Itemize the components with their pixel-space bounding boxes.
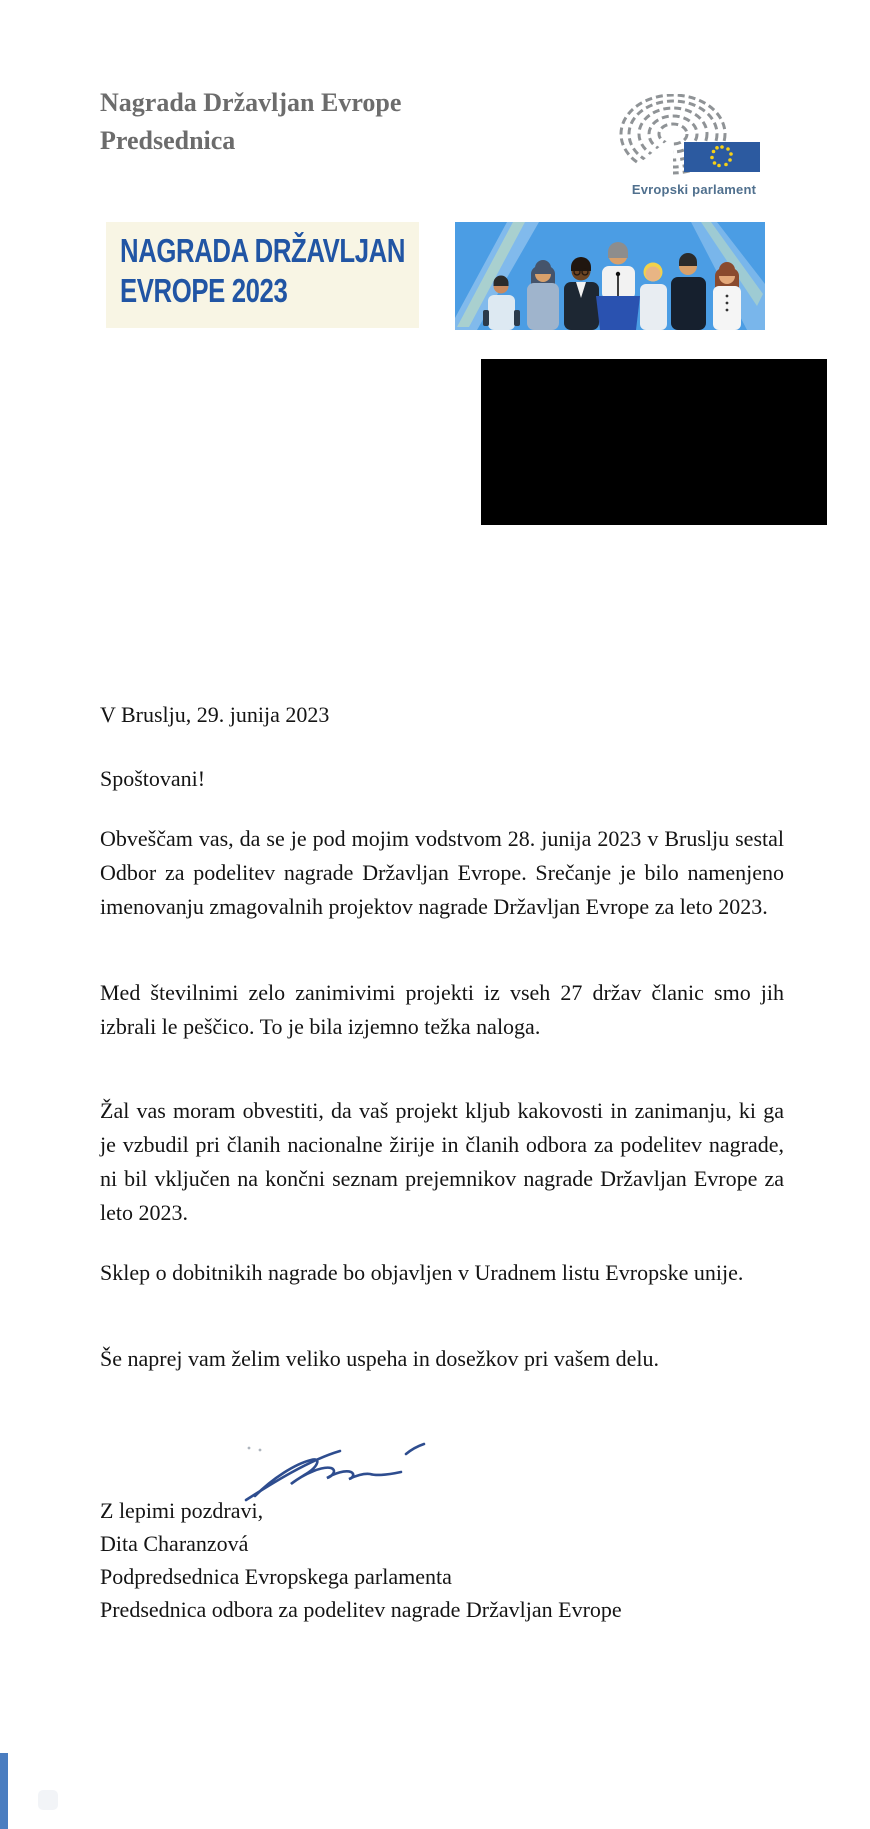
signer-title-2: Predsednica odbora za podelitev nagrade Državljan Evrope bbox=[100, 1597, 622, 1622]
signer-title-1: Podpredsednica Evropskega parlamenta bbox=[100, 1564, 452, 1589]
letter-paragraph-4: Sklep o dobitnikih nagrade bo objavljen v Uradnem listu Evropske unije. bbox=[100, 1260, 744, 1285]
dateline: V Bruslju, 29. junija 2023 bbox=[100, 702, 330, 727]
salutation: Spoštovani! bbox=[100, 766, 206, 791]
redacted-block bbox=[481, 359, 827, 525]
letter-paragraph-2: Med številnimi zelo zanimivimi projekti iz vseh 27 držav članic smo jih izbrali le peščico. To je bila izjemno težka naloga. bbox=[100, 980, 784, 1039]
letterhead-line2: Predsednica bbox=[100, 126, 236, 155]
letter-paragraph-1: Obveščam vas, da se je pod mojim vodstvom 28. junija 2023 v Bruslju sestal Odbor za podelitev nagrade Državljan Evrope. Srečanje je bilo namenjeno imenovanju zmagovalnih projektov nagrade Državljan Evrope za leto 2023. bbox=[100, 826, 784, 919]
letter-paragraph-3: Žal vas moram obvestiti, da vaš projekt kljub kakovosti in zanimanju, ki ga je vzbudil pri članih nacionalne žirije in članih odbora za podelitev nagrade, ni bil vključen na končni seznam prejemnikov nagrade Državljan Evrope za leto 2023. bbox=[100, 1098, 784, 1225]
banner-title bbox=[120, 231, 405, 311]
letter-paragraph-5: Še naprej vam želim veliko uspeha in dosežkov pri vašem delu. bbox=[100, 1346, 660, 1371]
award-ceremony-illustration bbox=[455, 222, 765, 330]
closing: Z lepimi pozdravi, bbox=[100, 1498, 264, 1523]
ep-hemicycle-icon bbox=[618, 94, 770, 176]
ep-logo-caption: Evropski parlament bbox=[631, 182, 757, 197]
podium bbox=[596, 296, 640, 330]
european-parliament-logo bbox=[618, 94, 770, 197]
letterhead bbox=[100, 84, 401, 160]
scan-artifact-blue-strip bbox=[0, 1753, 8, 1829]
scan-artifact-smudge bbox=[38, 1790, 58, 1810]
banner-title-line2: EVROPE 2023 bbox=[120, 272, 288, 309]
award-banner bbox=[106, 222, 419, 328]
letterhead-line1: Nagrada Državljan Evrope bbox=[100, 88, 402, 117]
banner-title-line1: NAGRADA DRŽAVLJAN bbox=[120, 232, 406, 269]
eu-flag-icon bbox=[684, 142, 760, 172]
signer-name: Dita Charanzová bbox=[100, 1531, 249, 1556]
